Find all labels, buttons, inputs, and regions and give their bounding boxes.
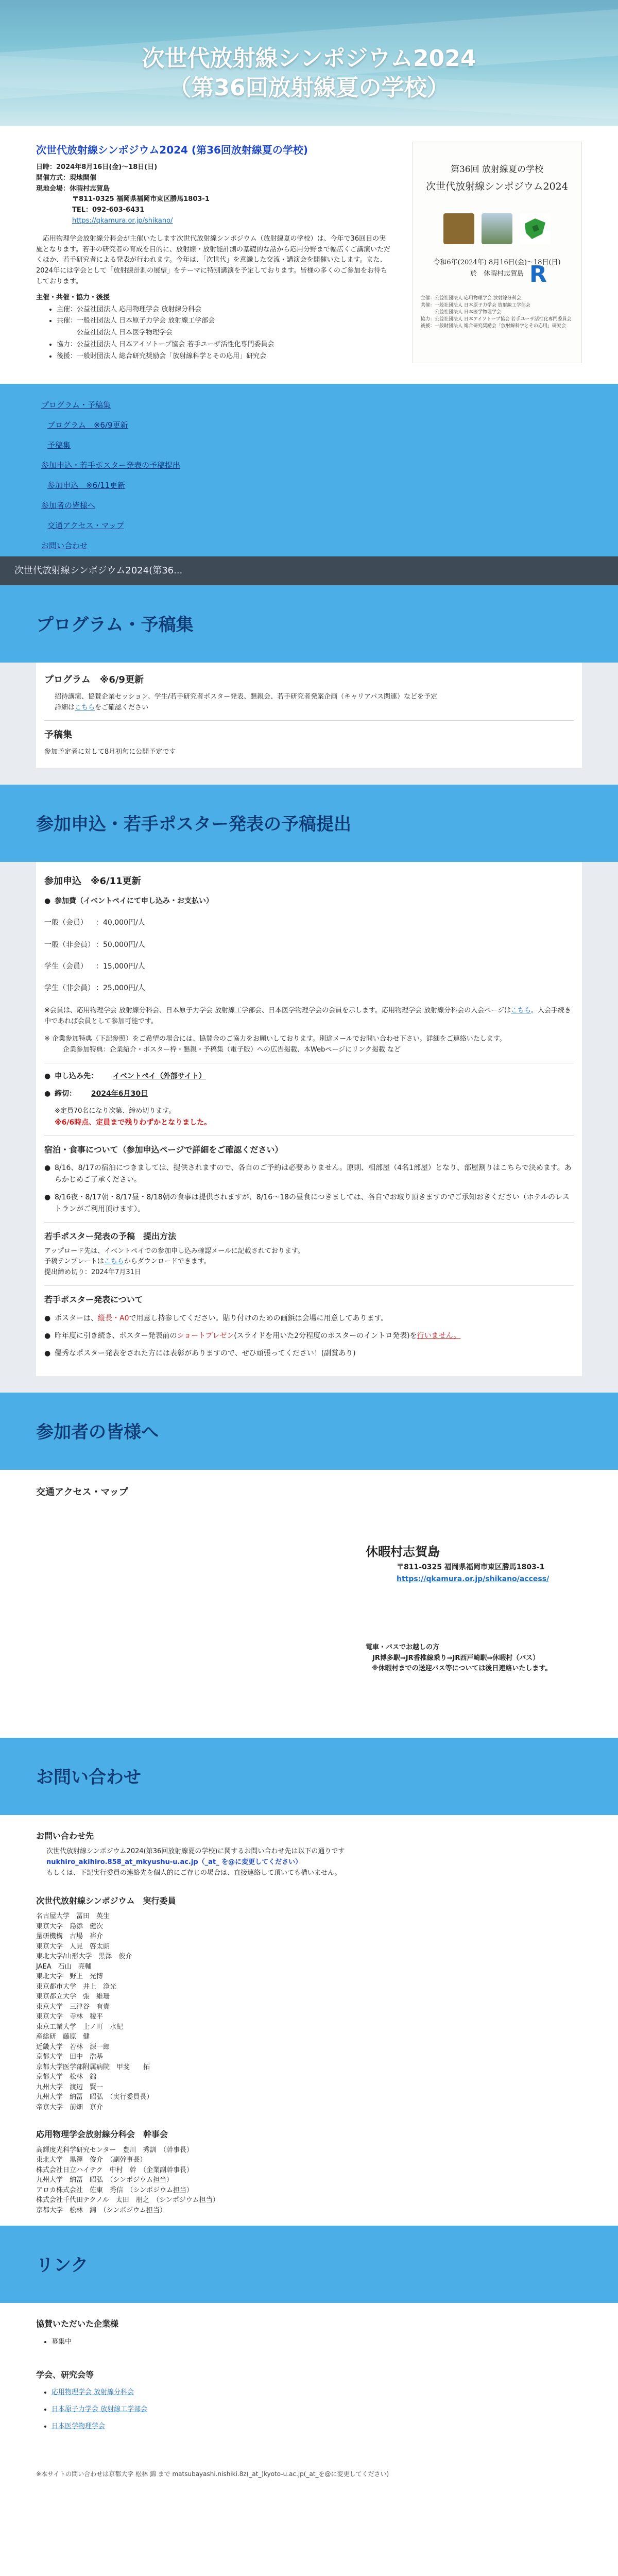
section-title: プログラム・予稿集 — [36, 615, 194, 635]
org-item: • 主催：公益社団法人 応用物理学会 放射線分科会 — [57, 304, 391, 315]
poster-heading: 若手ポスター発表について — [44, 1295, 143, 1305]
society-link[interactable]: 応用物理学会 放射線分科会 — [52, 2388, 134, 2397]
access-heading: 交通アクセス・マップ — [36, 1486, 128, 1498]
contact-text: 次世代放射線シンポジウム2024(第36回放射線夏の学校)に関するお問い合わせ先は以下の通りです — [46, 1848, 345, 1856]
program-detail-text: をご確認ください — [95, 703, 149, 711]
flyer-image — [412, 142, 582, 363]
committee-member: 京都大学 田中 浩基 — [36, 2053, 104, 2061]
committee-member: 帝京大学 前畑 京介 — [36, 2103, 104, 2111]
bureau-heading: 応用物理学会放射線分科会 幹事会 — [36, 2129, 168, 2140]
poster-item: ● 昨年度に引き続き、ポスター発表前のショートプレゼン(スライドを用いた2分程度のポスターのイントロ発表)を行いません。 — [44, 1332, 461, 1341]
divider — [44, 1222, 574, 1223]
venue-tel: TEL：092-603-6431 — [72, 206, 145, 214]
deadline-label: 締切： — [55, 1090, 76, 1098]
org-item: 公益社団法人 日本医学物理学会 — [57, 329, 173, 337]
fee-note-sponsor: ※ 企業参加特典（下記参照）をご希望の場合には、協賛金のご協力をお願いしております。別途メールでお問い合わせ下さい。詳細をご連絡いたします。 — [44, 1035, 506, 1043]
flyer-line2: 次世代放射線シンポジウム2024 — [426, 181, 568, 193]
poster-submit-text: アップロード先は、イベントペイでの参加申し込み確認メールに記載されております。 — [44, 1247, 304, 1255]
flyer-picture-map-icon — [520, 213, 551, 244]
hero-title-line2: （第36回放射線夏の学校） — [168, 75, 450, 101]
committee-member: 東京大学 島添 健次 — [36, 1922, 104, 1930]
bureau-member: 九州大学 納冨 昭弘 （シンポジウム担当） — [36, 2176, 174, 2184]
program-heading: プログラム ※6/9更新 — [44, 674, 144, 685]
org-item: • 協力：公益社団法人 日本アイソトープ協会 若手ユーザ活性化専門委員会 — [57, 340, 391, 350]
registration-area — [0, 862, 618, 1393]
nav-item-program-schedule[interactable]: プログラム ※6/9更新 — [47, 420, 128, 430]
poster-text: ポスターは、 — [55, 1314, 98, 1323]
committee-member: 東北大学 野上 光博 — [36, 1973, 104, 1981]
venue-name: 休暇村志賀島 — [70, 184, 110, 193]
program-text: 招待講演、協賛企業セッション、学生/若手研究者ポスター発表、懇親会、若手研究者発案企画（キャリアパス関連）などを予定 — [55, 692, 438, 701]
sponsor-heading: 協賛いただいた企業様 — [36, 2319, 119, 2329]
section-header-contact — [0, 1738, 618, 1815]
fee-label: 学生（会員） — [44, 962, 88, 971]
membership-link[interactable]: こちら — [511, 1006, 531, 1014]
committee-list — [36, 1911, 582, 2112]
registration-heading: 参加申込 ※6/11更新 — [44, 875, 141, 887]
nav-item-abstracts[interactable]: 予稿集 — [47, 440, 71, 450]
section-title: 参加申込・若手ポスター発表の予稿提出 — [36, 814, 351, 835]
flyer-picture-landscape — [482, 213, 512, 244]
abstracts-heading: 予稿集 — [44, 730, 72, 741]
deadline-note: ※定員70名になり次第、締め切ります。 — [55, 1107, 176, 1115]
divider — [44, 1285, 574, 1286]
committee-member: 京都大学医学部附属病院 甲斐 拓 — [36, 2063, 150, 2071]
fee-value: ：25,000円/人 — [96, 984, 145, 993]
program-area — [0, 663, 618, 785]
poster-template-text: からダウンロードできます。 — [124, 1258, 211, 1266]
date-value: 2024年8月16日(金)〜18日(日) — [56, 163, 158, 171]
bureau-member: 高輝度光科学研究センター 豊川 秀訓 （幹事長） — [36, 2146, 193, 2154]
fee-row — [44, 917, 574, 928]
poster-template-row — [44, 1257, 574, 1267]
fee-note-text: 。入会手続き中であれば会員として参加可能です。 — [44, 1006, 572, 1025]
abstracts-text: 参加予定者に対して8月初旬に公開予定です — [44, 748, 176, 756]
venue-url-link[interactable]: https://qkamura.or.jp/shikano/ — [72, 216, 173, 225]
poster-text: (スライドを用いた2分程度のポスターのイントロ発表)を — [234, 1332, 417, 1341]
poster-emphasis: 行いません。 — [417, 1332, 461, 1341]
poster-emphasis: ショートプレゼン — [177, 1332, 234, 1341]
fee-row — [44, 961, 574, 972]
links-section — [36, 2303, 582, 2459]
org-item: • 共催：一般社団法人 日本原子力学会 放射線工学部会 — [57, 316, 391, 327]
committee-member: 東北大学/山形大学 黒澤 俊介 — [36, 1953, 132, 1961]
place-address: 〒811-0325 福岡県福岡市東区勝馬1803-1 — [397, 1563, 545, 1572]
intro-section — [0, 126, 618, 374]
nav-item-apply[interactable]: 参加申込 ※6/11更新 — [47, 481, 126, 490]
flyer-small-line: 共催：一般社団法人 日本原子力学会 放射線工学部会 — [421, 302, 530, 308]
committee-member: 産総研 藤原 健 — [36, 2033, 90, 2041]
poster-emphasis: 縦長・A0 — [98, 1314, 129, 1323]
bureau-member: アロカ株式会社 佐東 秀信 （シンポジウム担当） — [36, 2186, 194, 2194]
footer-note: ※本サイトの問い合わせは京都大学 松林 錦 まで matsubayashi.nishiki.8z(_at_)kyoto-u.ac.jp(_at_を@に変更してください) — [36, 2470, 389, 2478]
format-value: 現地開催 — [70, 174, 97, 182]
deadline-alert: ※6/6時点、定員まで残りわずかとなりました。 — [55, 1118, 212, 1127]
deadline-row: ● 締切： 2024年6月30日 — [44, 1088, 574, 1099]
program-detail-text: 詳細は — [55, 703, 75, 711]
poster-item: ● ポスターは、縦長・A0で用意し持参してください。貼り付けのための画鋲は会場に用意してあります。 — [44, 1314, 388, 1323]
date-label: 日時： — [36, 163, 57, 171]
fee-label: 一般（非会員） — [44, 940, 95, 949]
registration-card — [36, 862, 582, 1376]
transport-line: JR博多駅⇒JR香椎線乗り⇒JR西戸崎駅⇒休暇村（バス） — [366, 1654, 540, 1662]
committee-member: 量研機構 古場 裕介 — [36, 1933, 104, 1941]
committee-member: 東京工業大学 上ノ町 水紀 — [36, 2023, 124, 2031]
sticky-title-bar[interactable]: 次世代放射線シンポジウム2024(第36... — [0, 556, 618, 585]
hero-title-line1: 次世代放射線シンポジウム2024 — [142, 45, 476, 72]
contact-text: もしくは、下記実行委員の連絡先を個人的にご存じの場合は、直接連絡して頂いても構いません。 — [46, 1869, 341, 1877]
committee-member: 九州大学 渡辺 賢一 — [36, 2083, 104, 2091]
flyer-small-line: 主催：公益社団法人 応用物理学会 放射線分科会 — [421, 296, 521, 301]
bureau-list — [36, 2145, 582, 2216]
eventpay-link[interactable]: イベントペイ（外部サイト） — [112, 1072, 206, 1080]
bureau-member: 京都大学 松林 錦 （シンポジウム担当） — [36, 2206, 167, 2214]
fee-value: ：15,000円/人 — [96, 962, 145, 971]
hero-banner — [0, 0, 618, 126]
poster-template-link[interactable]: こちら — [104, 1258, 124, 1266]
program-detail — [44, 703, 574, 714]
sponsor-item: • 募集中 — [52, 2337, 582, 2348]
poster-item: ● 優秀なポスター発表をされた方には表彰がありますので、ぜひ頑張ってください！(副賞あり) — [44, 1348, 574, 1359]
lodging-text: 8/16、8/17の宿泊につきましては、提供されますので、各自のご予約は必要ありません。原則、相部屋（4名1部屋）となり、部屋割りはこちらで決めます。あらかじめご了承ください。 — [55, 1164, 572, 1184]
fee-heading: 参加費（イベントペイにて申し込み・お支払い） — [55, 896, 213, 905]
society-link[interactable]: 日本医学物理学会 — [52, 2422, 106, 2431]
flyer-small-line: 公益社団法人 日本医学物理学会 — [421, 310, 501, 315]
venue-address: 〒811-0325 福岡県福岡市東区勝馬1803-1 — [72, 195, 210, 204]
nav-item-access[interactable]: 交通アクセス・マップ — [47, 521, 124, 530]
lodging-text: 8/16夜・8/17朝・8/17昼・8/18朝の食事は提供されますが、8/16〜18の昼食につきましては、各自でお取り頂きますのでご承知おきください（ホテルのレストランがご利用頂けます）。 — [55, 1193, 570, 1213]
contact-section — [36, 1815, 582, 2226]
intro-description: 応用物理学会放射線分科会が主催いたします次世代放射線シンポジウム（放射線夏の学校）は、今年で36回目の実施となります。若手の研究者の育成を目的に、放射線・放射能計測の基礎的な話から応用分野まで幅広くご講演いただくほか、若手研究者による発表が行われます。今年は、「次世代」を意識した交流・講演会を開催いたします。また、2024年には学会として「放射線計測の展望」をテーマに特別講演を予定しております。皆様の多くのご参加をお待ちしております。 — [36, 234, 390, 285]
program-detail-link[interactable]: こちら — [75, 703, 95, 711]
committee-member: 東京大学 寺林 稜平 — [36, 2013, 104, 2021]
fee-note-benefits: 企業参加特典：企業紹介・ポスター枠・懇親・予稿集（電子版）への広告掲載、本Webページにリンク掲載 など — [63, 1046, 401, 1054]
lodging-heading: 宿泊・食事について（参加申込ページで詳細をご確認ください） — [44, 1144, 283, 1155]
flyer-logo: R — [529, 261, 547, 287]
venue-label: 現地会場： — [36, 184, 70, 193]
committee-member: 九州大学 納冨 昭弘 （実行委員長） — [36, 2093, 153, 2102]
bureau-member: 株式会社千代田テクノル 太田 朋之 （シンポジウム担当） — [36, 2196, 219, 2205]
fee-row — [44, 939, 574, 951]
poster-text: 昨年度に引き続き、ポスター発表前の — [55, 1332, 177, 1341]
fee-value: ：50,000円/人 — [96, 940, 145, 949]
intro-heading: 次世代放射線シンポジウム2024 (第36回放射線夏の学校) — [36, 144, 308, 156]
sponsor-list — [52, 2337, 582, 2348]
section-title: リンク — [36, 2255, 89, 2276]
committee-member: 東京大学 三津谷 有貴 — [36, 2003, 110, 2011]
orgs-heading: 主催・共催・協力・後援 — [36, 293, 110, 301]
poster-text: 優秀なポスター発表をされた方には表彰がありますので、ぜひ頑張ってください！(副賞あり) — [55, 1349, 356, 1358]
transport-info — [366, 1642, 552, 1674]
poster-submit-heading: 若手ポスター発表の予稿 提出方法 — [44, 1231, 177, 1242]
section-header-links — [0, 2226, 618, 2303]
poster-template-text: 予稿テンプレートは — [44, 1258, 104, 1266]
fee-note-membership — [44, 1006, 574, 1027]
orgs-list — [57, 304, 391, 362]
section-header-registration — [0, 785, 618, 862]
society-link[interactable]: 日本原子力学会 放射線工学部会 — [52, 2405, 148, 2414]
fee-heading-row: ● 参加費（イベントペイにて申し込み・お支払い） — [44, 895, 574, 907]
bureau-member: 株式会社日立ハイテク 中村 幹 （企業副幹事長） — [36, 2166, 193, 2174]
contact-heading: お問い合わせ先 — [36, 1831, 94, 1841]
committee-member: 東京都市大学 井上 浄光 — [36, 1982, 117, 1991]
bureau-member: 東北大学 黒澤 俊介 （副幹事長） — [36, 2156, 147, 2164]
lodging-item: ● 8/16、8/17の宿泊につきましては、提供されますので、各自のご予約は必要ありません。原則、相部屋（4名1部屋）となり、部屋割りはこちらで決めます。あらかじめご了承ください。 — [44, 1162, 574, 1185]
flyer-pictures — [421, 213, 573, 244]
society-heading: 学会、研究会等 — [36, 2369, 94, 2380]
place-access-link[interactable]: https://qkamura.or.jp/shikano/access/ — [397, 1574, 550, 1583]
place-info — [366, 1542, 549, 1585]
place-name: 休暇村志賀島 — [366, 1544, 440, 1559]
format-label: 開催方式： — [36, 174, 70, 182]
flyer-small-line: 後援：一般財団法人 総合研究奨励会「放射線科学とその応用」研究会 — [421, 324, 566, 329]
hero-title — [0, 0, 618, 103]
apply-row: ● 申し込み先： イベントペイ（外部サイト） — [44, 1071, 574, 1082]
committee-member: JAEA 石山 亮輔 — [36, 1962, 92, 1971]
contact-email[interactable]: nukhiro_akihiro.858_at_mkyushu-u.ac.jp（_at_ を@に変更してください） — [46, 1858, 302, 1867]
section-title: お問い合わせ — [36, 1767, 141, 1788]
transport-heading: 電車・バスでお越しの方 — [366, 1643, 440, 1651]
fee-note-text: ※会員は、応用物理学会 放射線分科会、日本原子力学会 放射線工学部会、日本医学物理学会の会員を示します。応用物理学会 放射線分科会の入会ページは — [44, 1006, 511, 1014]
committee-member: 京都大学 松林 錦 — [36, 2073, 97, 2081]
flyer-small-text — [421, 295, 571, 330]
divider — [44, 720, 574, 721]
flyer-place: 於 休暇村志賀島 — [470, 270, 524, 278]
committee-member: 東京大学 人見 啓太朗 — [36, 1942, 110, 1951]
nav-item-contact[interactable]: お問い合わせ — [41, 541, 88, 550]
committee-heading: 次世代放射線シンポジウム 実行委員 — [36, 1895, 176, 1906]
section-title: 参加者の皆様へ — [36, 1421, 159, 1443]
transport-line: ※休暇村までの送迎バス等については後日連絡いたします。 — [372, 1665, 552, 1673]
flyer-picture-seal — [443, 213, 474, 244]
lodging-item: ● 8/16夜・8/17朝・8/17昼・8/18朝の食事は提供されますが、8/16〜18の昼食につきましては、各自でお取り頂きますのでご承知おきください（ホテルのレストランがご利用頂けます）。 — [44, 1192, 574, 1215]
org-item: • 後援：一般財団法人 総合研究奨励会「放射線科学とその応用」研究会 — [57, 351, 391, 362]
fee-label: 学生（非会員） — [44, 984, 95, 993]
apply-label: 申し込み先： — [55, 1072, 98, 1080]
committee-member: 近畿大学 若林 源一郎 — [36, 2043, 110, 2051]
poster-submit-deadline: 提出締め切り：2024年7月31日 — [44, 1268, 141, 1277]
fee-row — [44, 982, 574, 994]
flyer-line1: 第36回 放射線夏の学校 — [450, 164, 544, 175]
committee-member: 名古屋大学 冨田 英生 — [36, 1912, 110, 1921]
society-list — [52, 2387, 582, 2432]
access-section — [36, 1470, 582, 1738]
deadline-value: 2024年6月30日 — [91, 1090, 148, 1098]
program-card — [36, 663, 582, 768]
nav-item-participants[interactable]: 参加者の皆様へ — [41, 501, 96, 510]
fee-value: ：40,000円/人 — [96, 919, 145, 927]
flyer-small-line: 協力：公益社団法人 日本アイソトープ協会 若手ユーザ活性化専門委員会 — [421, 316, 572, 322]
poster-text: で用意し持参してください。貼り付けのための画鋲は会場に用意してあります。 — [129, 1314, 388, 1323]
intro-text — [36, 142, 391, 363]
nav-item-registration[interactable]: 参加申込・若手ポスター発表の予稿提出 — [41, 461, 181, 470]
committee-member: 東京都立大学 張 維珊 — [36, 1993, 110, 2001]
section-header-participants — [0, 1393, 618, 1470]
flyer-date: 令和6年(2024年) 8月16日(金)〜18日(日) — [433, 258, 561, 266]
section-header-program — [0, 585, 618, 663]
fee-label: 一般（会員） — [44, 919, 88, 927]
nav-item-program[interactable]: プログラム・予稿集 — [41, 400, 111, 410]
